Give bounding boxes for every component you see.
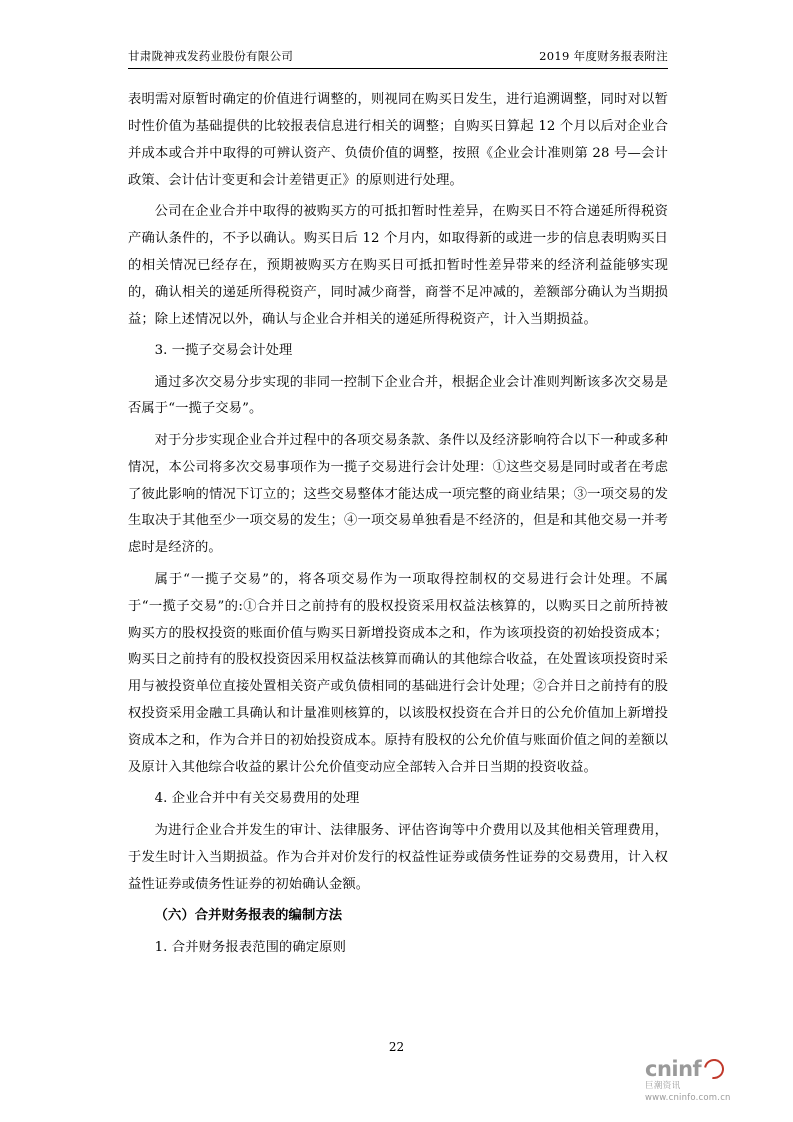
document-body: [128, 87, 668, 961]
watermark-brand: [645, 1057, 765, 1081]
page-header: [128, 48, 668, 69]
paragraph-heading-3: 3. 一揽子交易会计处理: [154, 343, 293, 359]
watermark-subtitle: 巨潮资讯: [645, 1081, 681, 1092]
page-content: [128, 48, 668, 966]
paragraph-heading-1: 1. 合并财务报表范围的确定原则: [154, 939, 346, 955]
header-document-title: 2019 年度财务报表附注: [539, 49, 668, 63]
paragraph-1: 表明需对原暂时确定的价值进行调整的，则视同在购买日发生，进行追溯调整，同时对以暂时性价值为基础提供的比较报表信息进行相关的调整；自购买日算起 12 个月以后对企业合并成本或合并中取得的可辨认资产、负债价值的调整，按照《企业会计准则第 28 号—会计政策、会计估计变更和会计差错更正》的原则进行处理。: [128, 92, 668, 188]
cninfo-logo-icon: [700, 1055, 728, 1083]
paragraph-heading-4: 4. 企业合并中有关交易费用的处理: [154, 791, 360, 807]
watermark: [645, 1057, 765, 1104]
paragraph-5: 对于分步实现企业合并过程中的各项交易条款、条件以及经济影响符合以下一种或多种情况，本公司将多次交易事项作为一揽子交易进行会计处理：①这些交易是同时或者在考虑了彼此影响的情况下订立的；这些交易整体才能达成一项完整的商业结果；③一项交易的发生取决于其他至少一项交易的发生；④一项交易单独看是不经济的，但是和其他交易一并考虑时是经济的。: [128, 432, 668, 556]
page-number: 22: [388, 1040, 405, 1054]
paragraph-6: 属于“一揽子交易”的，将各项交易作为一项取得控制权的交易进行会计处理。不属于“一揽子交易”的:①合并日之前持有的股权投资采用权益法核算的，以购买日之前所持被购买方的股权投资的账面价值与购买日新增投资成本之和，作为该项投资的初始投资成本；购买日之前持有的股权投资因采用权益法核算而确认的其他综合收益，在处置该项投资时采用与被投资单位直接处置相关资产或负债相同的基础进行会计处理；②合并日之前持有的股权投资采用金融工具确认和计量准则核算的，以该股权投资在合并日的公允价值加上新增投资成本之和，作为合并日的初始投资成本。原持有股权的公允价值与账面价值之间的差额以及原计入其他综合收益的累计公允价值变动应全部转入合并日当期的投资收益。: [128, 571, 668, 775]
paragraph-4: 通过多次交易分步实现的非同一控制下企业合并，根据企业会计准则判断该多次交易是否属于“一揽子交易”。: [128, 374, 668, 417]
paragraph-8: 为进行企业合并发生的审计、法律服务、评估咨询等中介费用以及其他相关管理费用，于发生时计入当期损益。作为合并对价发行的权益性证券或债务性证券的交易费用，计入权益性证券或债务性证券的初始确认金额。: [128, 822, 668, 892]
section-heading-six: （六）合并财务报表的编制方法: [154, 908, 343, 924]
watermark-url: www.cninfo.com.cn: [645, 1093, 731, 1104]
watermark-brand-text: cninf: [645, 1057, 702, 1082]
header-company-name: 甘肃陇神戎发药业股份有限公司: [128, 49, 294, 63]
paragraph-2: 公司在企业合并中取得的被购买方的可抵扣暂时性差异，在购买日不符合递延所得税资产确认条件的，不予以确认。购买日后 12 个月内，如取得新的或进一步的信息表明购买日的相关情况已经存在，预期被购买方在购买日可抵扣暂时性差异带来的经济利益能够实现的，确认相关的递延所得税资产，同时减少商誉，商誉不足冲减的，差额部分确认为当期损益；除上述情况以外，确认与企业合并相关的递延所得税资产，计入当期损益。: [128, 204, 668, 327]
